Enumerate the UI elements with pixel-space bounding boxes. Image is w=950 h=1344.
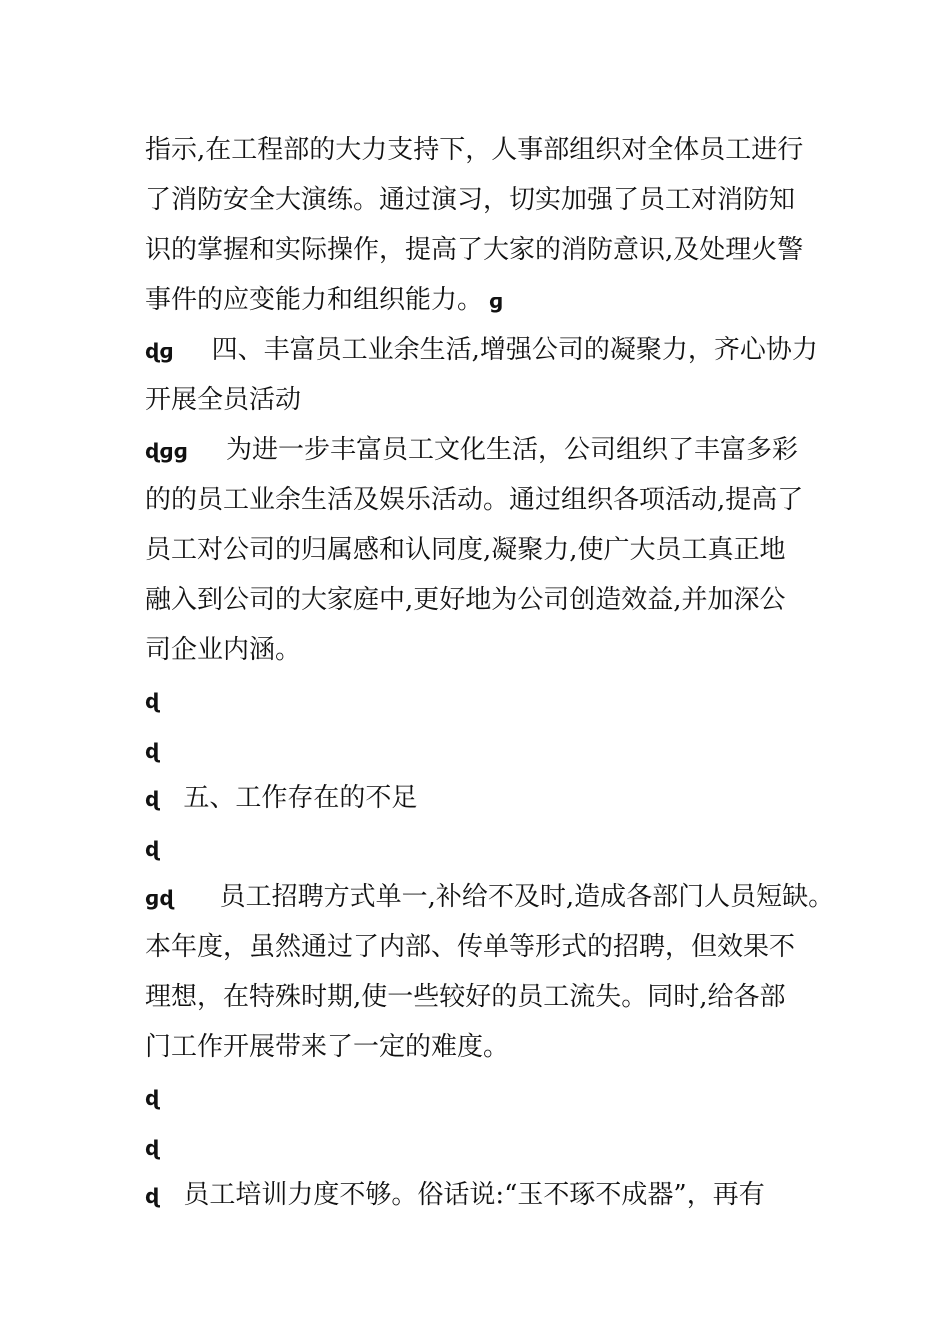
section-heading-text: 开展全员活动 bbox=[145, 385, 302, 415]
empty-line bbox=[145, 680, 159, 720]
line-text: 员工培训力度不够。俗话说:“玉不琢不成器”，再有 bbox=[183, 1180, 765, 1210]
line-text: 了消防安全大演练。通过演习，切实加强了员工对消防知 bbox=[145, 185, 796, 215]
formatting-mark: ɡɖ bbox=[145, 886, 174, 910]
paragraph-line bbox=[145, 927, 795, 967]
line-text: 员工招聘方式单一,补给不及时,造成各部门人员短缺。 bbox=[219, 882, 835, 912]
paragraph-line bbox=[145, 130, 803, 170]
section-heading-line bbox=[145, 778, 417, 818]
line-text: 指示,在工程部的大力支持下，人事部组织对全体员工进行 bbox=[145, 135, 804, 165]
line-text: 门工作开展带来了一定的难度。 bbox=[145, 1032, 510, 1062]
section-heading-text: 五、工作存在的不足 bbox=[183, 783, 418, 813]
formatting-mark: ɖ bbox=[145, 837, 160, 861]
formatting-mark: ɖ bbox=[145, 1086, 160, 1110]
empty-line bbox=[145, 1077, 159, 1117]
line-text: 融入到公司的大家庭中,更好地为公司创造效益,并加深公 bbox=[145, 585, 786, 615]
formatting-mark: ɖ bbox=[145, 1136, 160, 1160]
section-heading-line bbox=[145, 330, 818, 370]
formatting-mark: ɖ bbox=[145, 689, 160, 713]
section-heading-line bbox=[145, 380, 301, 420]
formatting-mark: ɖɡɡ bbox=[145, 439, 188, 463]
line-text: 司企业内涵。 bbox=[145, 635, 302, 665]
paragraph-line bbox=[145, 530, 786, 570]
formatting-mark: ɖ bbox=[145, 1184, 160, 1208]
paragraph-line bbox=[145, 580, 786, 620]
paragraph-line bbox=[145, 230, 803, 270]
empty-line bbox=[145, 828, 159, 868]
line-text: 的的员工业余生活及娱乐活动。通过组织各项活动,提高了 bbox=[145, 485, 804, 515]
paragraph-line bbox=[145, 280, 503, 320]
line-text: 本年度，虽然通过了内部、传单等形式的招聘，但效果不 bbox=[145, 932, 796, 962]
formatting-mark: ɖɡ bbox=[145, 339, 174, 363]
empty-line bbox=[145, 1127, 159, 1167]
empty-line bbox=[145, 730, 159, 770]
paragraph-line bbox=[145, 180, 795, 220]
paragraph-line bbox=[145, 630, 301, 670]
paragraph-line bbox=[145, 977, 786, 1017]
paragraph-line bbox=[145, 1027, 509, 1067]
line-text: 识的掌握和实际操作，提高了大家的消防意识,及处理火警 bbox=[145, 235, 804, 265]
formatting-mark: ɖ bbox=[145, 787, 160, 811]
line-text: 员工对公司的归属感和认同度,凝聚力,使广大员工真正地 bbox=[145, 535, 786, 565]
line-text: 理想，在特殊时期,使一些较好的员工流失。同时,给各部 bbox=[145, 982, 786, 1012]
formatting-mark: ɖ bbox=[145, 739, 160, 763]
line-text: 为进一步丰富员工文化生活，公司组织了丰富多彩 bbox=[225, 435, 798, 465]
section-heading-text: 四、丰富员工业余生活,增强公司的凝聚力，齐心协力 bbox=[211, 335, 818, 365]
paragraph-line bbox=[145, 877, 834, 917]
paragraph-line bbox=[145, 1175, 765, 1215]
paragraph-line bbox=[145, 430, 798, 470]
formatting-mark: ɡ bbox=[489, 289, 504, 313]
line-text: 事件的应变能力和组织能力。 bbox=[145, 285, 484, 315]
paragraph-line bbox=[145, 480, 803, 520]
